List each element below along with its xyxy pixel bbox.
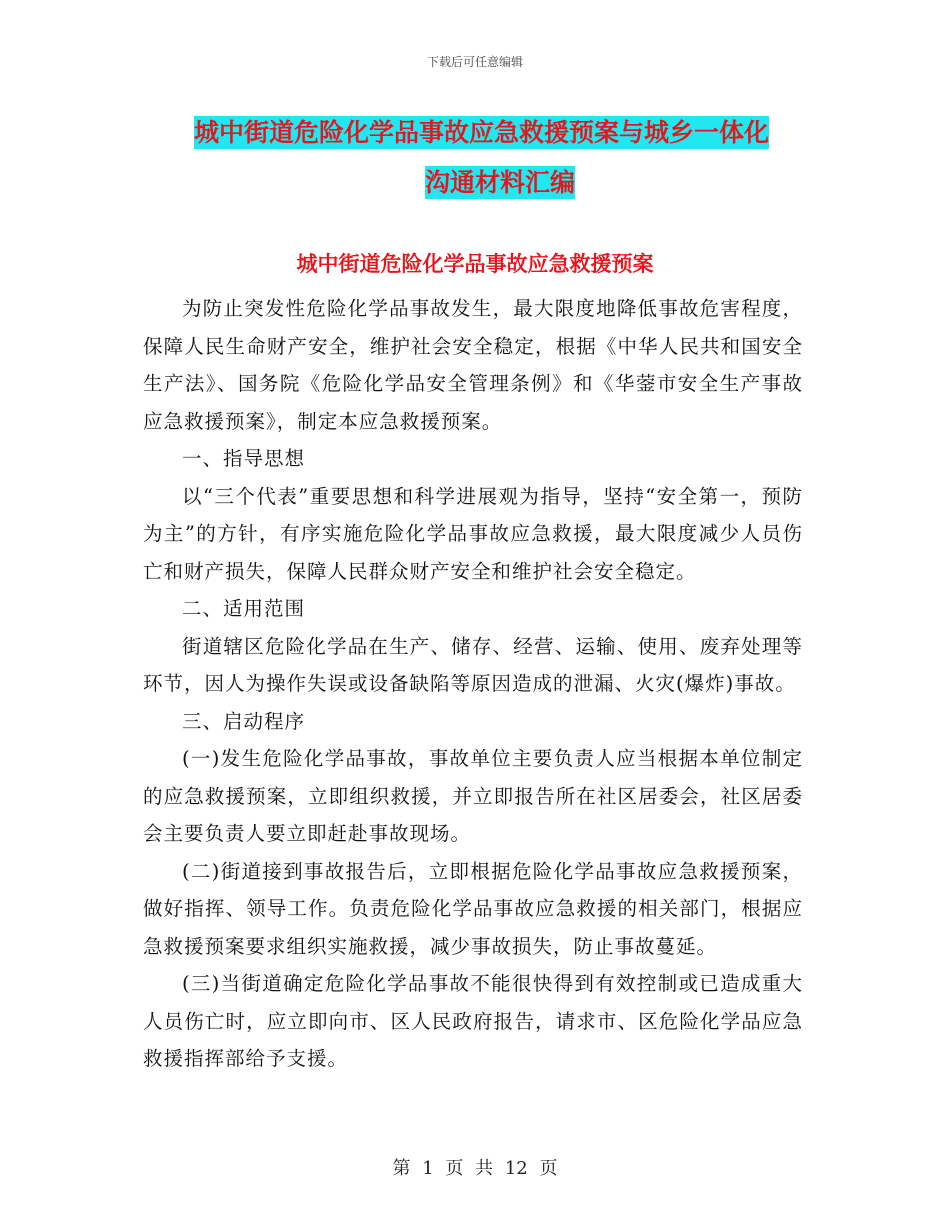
header-note: 下载后可任意编辑 bbox=[426, 55, 523, 69]
page-footer: 第 1 页 共 12 页 bbox=[392, 1158, 558, 1179]
paragraph-procedure-3: (三)当街道确定危险化学品事故不能很快得到有效控制或已造成重大人员伤亡时，应立即向市、区人民政府报告，请求市、区危险化学品应急救援指挥部给予支援。 bbox=[143, 972, 803, 1070]
body-text bbox=[143, 290, 803, 1078]
heading-guiding-ideology: 一、指导思想 bbox=[182, 447, 306, 470]
paragraph-procedure-1: (一)发生危险化学品事故，事故单位主要负责人应当根据本单位制定的应急救援预案，立即组织救援，并立即报告所在社区居委会，社区居委会主要负责人要立即赶赴事故现场。 bbox=[143, 747, 803, 845]
title-line-1: 城中街道危险化学品事故应急救援预案与城乡一体化 bbox=[194, 118, 770, 147]
paragraph-guiding-ideology: 以“三个代表”重要思想和科学进展观为指导，坚持“安全第一，预防为主”的方针，有序实施危险化学品事故应急救援，最大限度减少人员伤亡和财产损失，保障人民群众财产安全和维护社会安全稳定。 bbox=[143, 484, 803, 583]
heading-startup-procedure: 三、启动程序 bbox=[182, 709, 306, 733]
title-line-2: 沟通材料汇编 bbox=[424, 168, 575, 197]
section-title: 城中街道危险化学品事故应急救援预案 bbox=[296, 252, 654, 276]
paragraph-scope: 街道辖区危险化学品在生产、储存、经营、运输、使用、废弃处理等环节，因人为操作失误或设备缺陷等原因造成的泄漏、火灾(爆炸)事故。 bbox=[143, 634, 803, 695]
paragraph-intro: 为防止突发性危险化学品事故发生，最大限度地降低事故危害程度，保障人民生命财产安全，维护社会安全稳定，根据《中华人民共和国安全生产法》、国务院《危险化学品安全管理条例》和《华蓥市安全生产事故应急救援预案》，制定本应急救援预案。 bbox=[143, 297, 803, 433]
heading-scope: 二、适用范围 bbox=[182, 597, 306, 620]
document-title bbox=[190, 110, 810, 206]
paragraph-procedure-2: (二)街道接到事故报告后，立即根据危险化学品事故应急救援预案，做好指挥、领导工作。负责危险化学品事故应急救援的相关部门，根据应急救援预案要求组织实施救援，减少事故损失，防止事故蔓延。 bbox=[143, 859, 803, 958]
